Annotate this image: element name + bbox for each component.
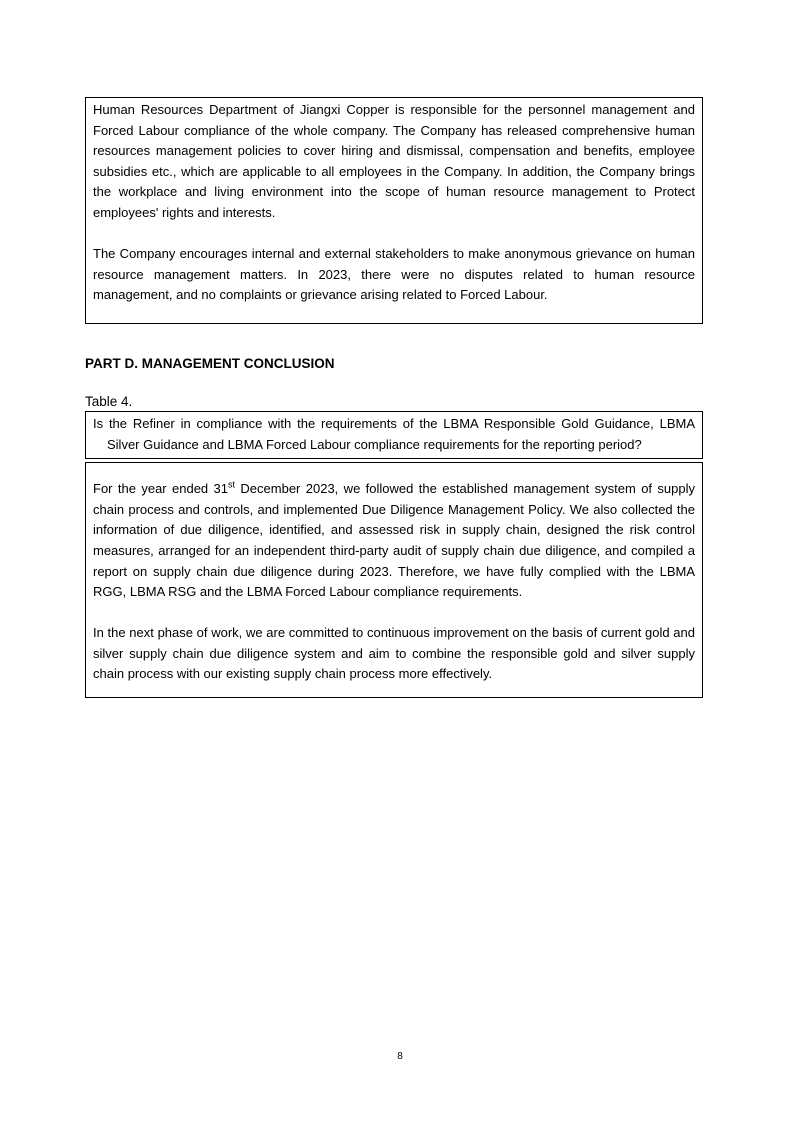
table-4-label: Table 4. <box>85 393 133 409</box>
table-4-question: Is the Refiner in compliance with the requirements of the LBMA Responsible Gold Guidance, LBMA Silver Guidance and LBMA Forced Labour compliance requirements for the reporting period? <box>93 415 695 452</box>
table-4-answer-cell <box>85 462 703 698</box>
document-content <box>85 97 703 698</box>
answer-p1-text-before: For the year ended 31 <box>93 481 229 497</box>
answer-paragraph-2: In the next phase of work, we are committed to continuous improvement on the basis of current gold and silver supply chain due diligence system and aim to combine the responsible gold and silver supply chain process with our existing supply chain process more effectively. <box>93 625 695 682</box>
hr-paragraph-2: The Company encourages internal and external stakeholders to make anonymous grievance on human resource management matters. In 2023, there were no disputes related to human resource management, and no complaints or grievance arising related to Forced Labour. <box>93 246 695 303</box>
hr-compliance-box <box>85 97 703 324</box>
answer-p1-text-after: December 2023, we followed the established management system of supply chain process and controls, and implemented Due Diligence Management Policy. We also collected the information of due diligence, identified, and assessed risk in supply chain, designed the risk control measures, arranged for an independent third-party audit of supply chain due diligence, and compiled a report on supply chain due diligence during 2023. Therefore, we have fully complied with the LBMA RGG, LBMA RSG and the LBMA Forced Labour compliance requirements. <box>93 481 695 600</box>
ordinal-superscript: st <box>228 479 236 490</box>
table-4-question-cell <box>85 411 703 459</box>
hr-paragraph-1: Human Resources Department of Jiangxi Copper is responsible for the personnel management and Forced Labour compliance of the whole company. The Company has released comprehensive human resources management policies to cover hiring and dismissal, compensation and benefits, employee subsidies etc., which are applicable to all employees in the Company. In addition, the Company brings the workplace and living environment into the scope of human resource management to Protect employees' rights and interests. <box>93 102 695 220</box>
answer-paragraph-1 <box>93 479 695 603</box>
page-number: 8 <box>397 1051 403 1062</box>
part-d-heading: PART D. MANAGEMENT CONCLUSION <box>85 355 335 371</box>
